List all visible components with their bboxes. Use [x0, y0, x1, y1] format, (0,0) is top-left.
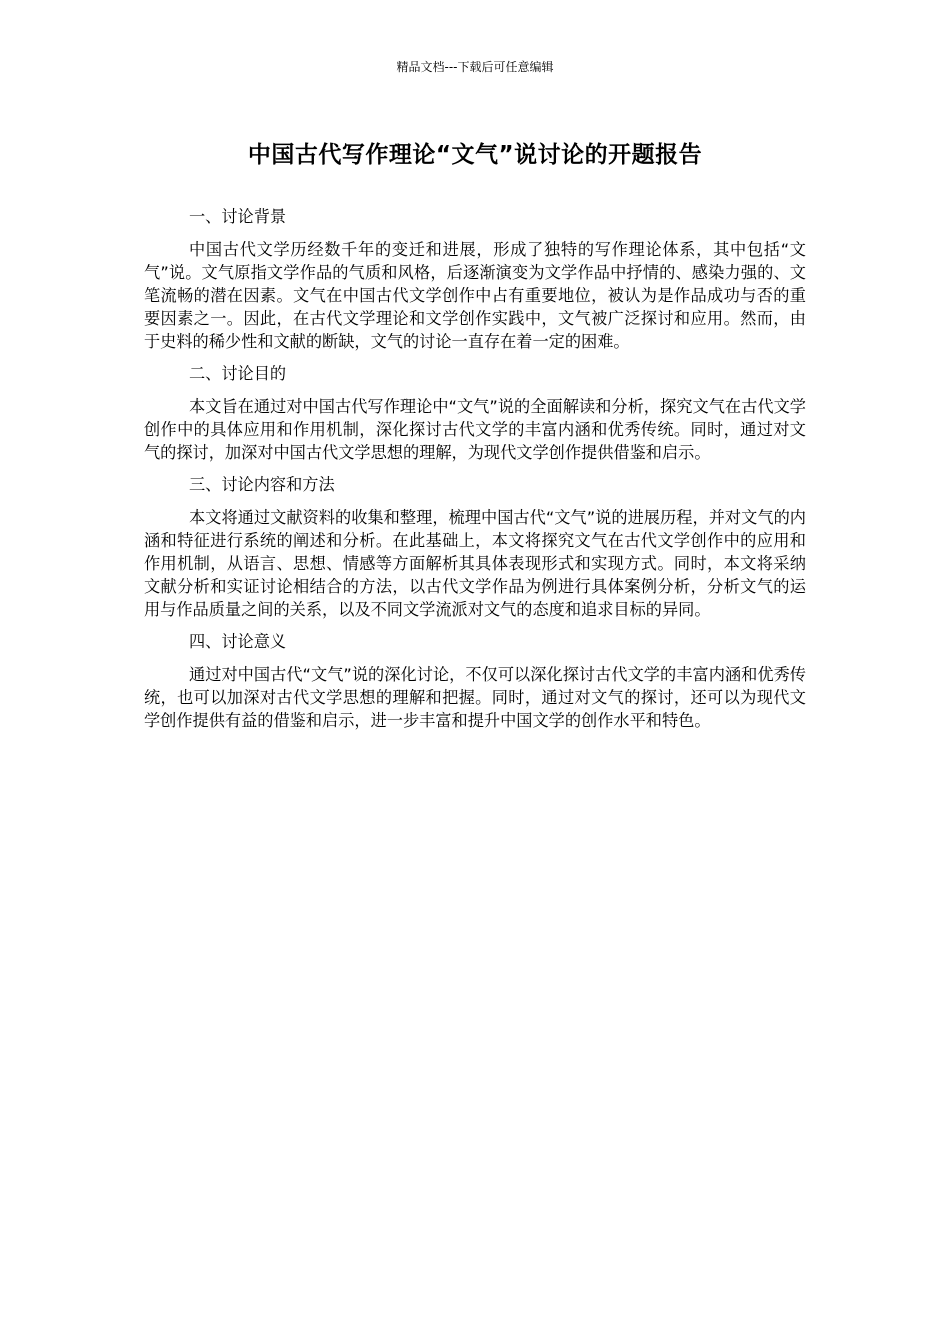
section-heading-background: 一、讨论背景 [189, 207, 287, 226]
section-body-content-method: 本文将通过文献资料的收集和整理，梳理中国古代“文气”说的进展历程，并对文气的内涵和特征进行系统的阐述和分析。在此基础上，本文将探究文气在古代文学创作中的应用和作用机制，从语言、思想、情感等方面解析其具体表现形式和实现方式。同时，本文将采纳文献分析和实证讨论相结合的方法，以古代文学作品为例进行具体案例分析，分析文气的运用与作品质量之间的关系，以及不同文学流派对文气的态度和追求目标的异同。 [144, 508, 806, 619]
section-heading-content-method: 三、讨论内容和方法 [189, 475, 335, 494]
header-note: 精品文档---下载后可任意编辑 [396, 60, 554, 74]
section-body-background: 中国古代文学历经数千年的变迁和进展，形成了独特的写作理论体系，其中包括“文气”说。文气原指文学作品的气质和风格，后逐渐演变为文学作品中抒情的、感染力强的、文笔流畅的潜在因素。文气在中国古代文学创作中占有重要地位，被认为是作品成功与否的重要因素之一。因此，在古代文学理论和文学创作实践中，文气被广泛探讨和应用。然而，由于史料的稀少性和文献的断缺，文气的讨论一直存在着一定的困难。 [144, 240, 806, 351]
document-title: 中国古代写作理论“文气”说讨论的开题报告 [247, 142, 703, 168]
section-body-significance: 通过对中国古代“文气”说的深化讨论，不仅可以深化探讨古代文学的丰富内涵和优秀传统，也可以加深对古代文学思想的理解和把握。同时，通过对文气的探讨，还可以为现代文学创作提供有益的借鉴和启示，进一步丰富和提升中国文学的创作水平和特色。 [144, 665, 806, 730]
section-heading-significance: 四、讨论意义 [189, 632, 287, 651]
section-heading-purpose: 二、讨论目的 [189, 364, 287, 383]
section-body-purpose: 本文旨在通过对中国古代写作理论中“文气”说的全面解读和分析，探究文气在古代文学创作中的具体应用和作用机制，深化探讨古代文学的丰富内涵和优秀传统。同时，通过对文气的探讨，加深对中国古代文学思想的理解，为现代文学创作提供借鉴和启示。 [144, 397, 806, 462]
document-body [144, 205, 806, 732]
